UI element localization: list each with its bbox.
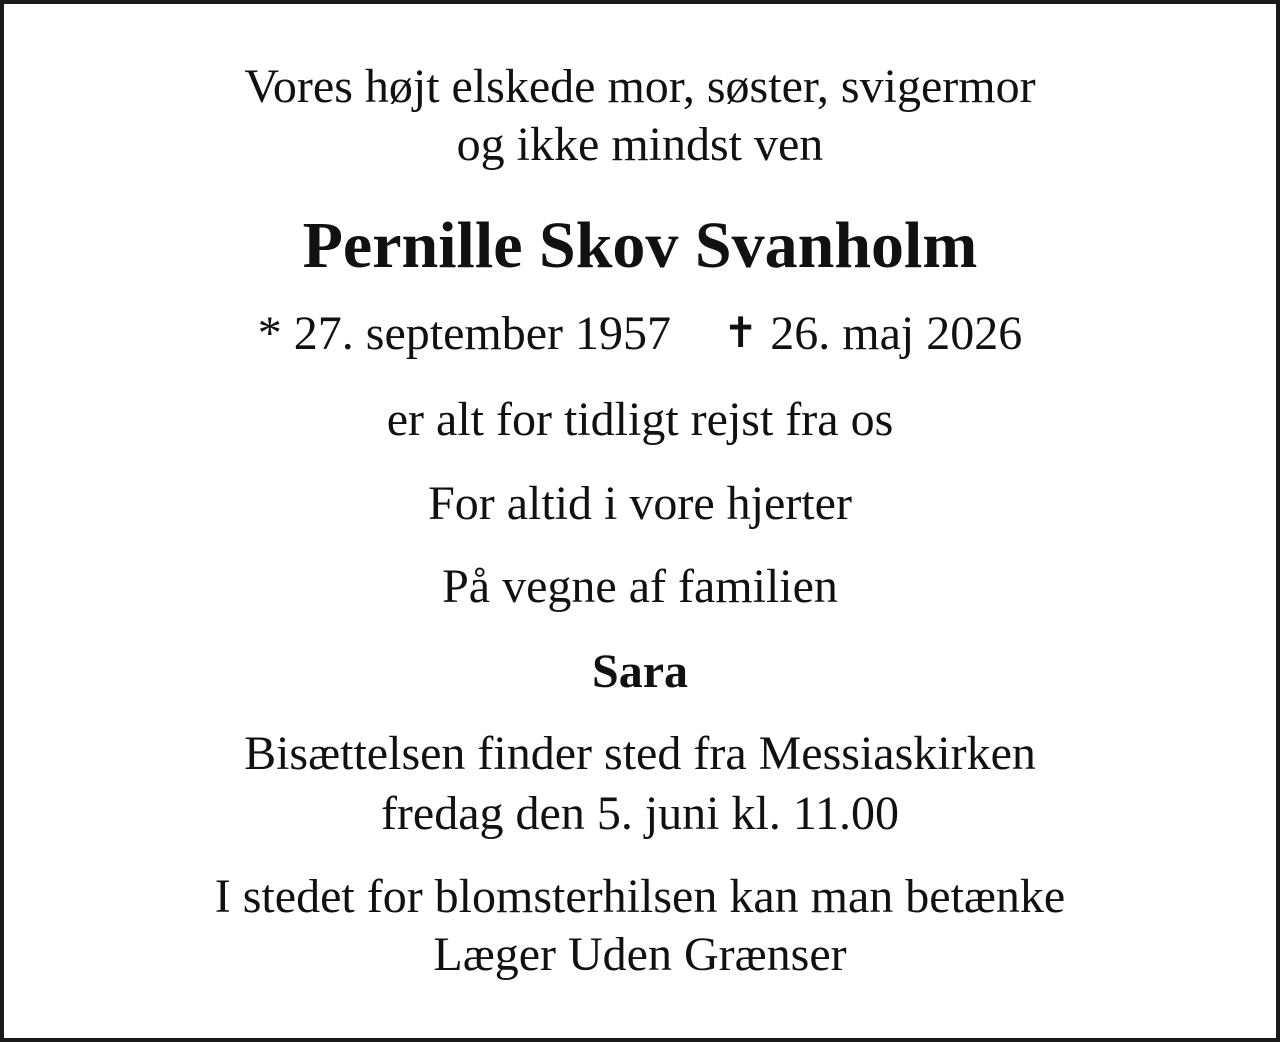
deceased-name: Pernille Skov Svanholm: [302, 209, 978, 282]
funeral-line-2: fredag den 5. juni kl. 11.00: [380, 787, 900, 840]
departure-line: er alt for tidligt rejst fra os: [386, 393, 894, 446]
birth-star-icon: *: [257, 307, 282, 360]
intro-line-2: og ikke mindst ven: [456, 118, 824, 171]
family-line: På vegne af familien: [442, 560, 838, 613]
death-date: 26. maj 2026: [770, 307, 1023, 360]
hearts-line: For altid i vore hjerter: [428, 477, 852, 530]
donation-line-2: Læger Uden Grænser: [433, 928, 847, 981]
funeral-line-1: Bisættelsen finder sted fra Messiaskirken: [244, 727, 1036, 780]
donation-line-1: I stedet for blomsterhilsen kan man betænke: [214, 870, 1066, 923]
signer-name: Sara: [592, 645, 688, 698]
birth-date: 27. september 1957: [293, 307, 672, 360]
intro-line-1: Vores højt elskede mor, søster, svigermor: [244, 60, 1036, 113]
life-dates: [4, 307, 1276, 363]
death-cross-icon: ✝: [723, 311, 759, 357]
